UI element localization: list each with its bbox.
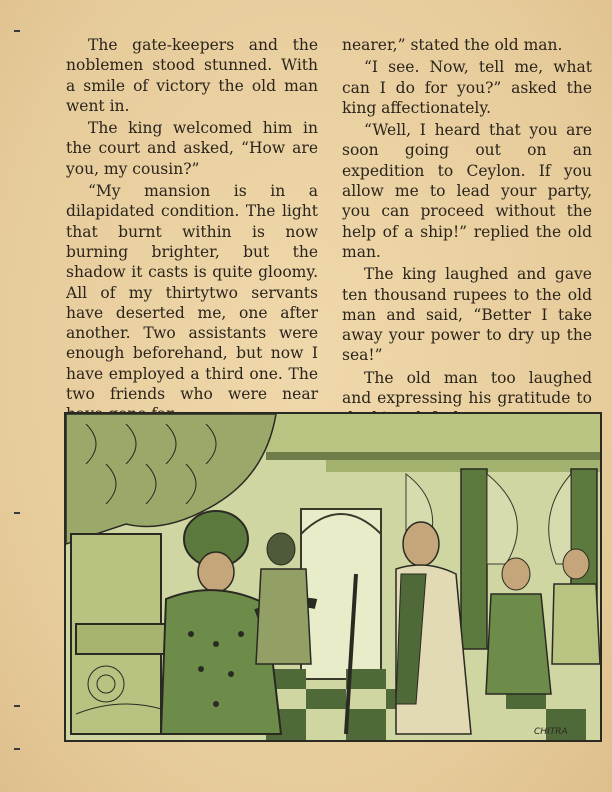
paragraph: The king laughed and gave ten thousand rupees to the old man and said, “Better I take away your power to dry up the sea!” [342,265,592,365]
paragraph: “Well, I heard that you are soon going out on an expedition to Ceylon. If you allow me to lead your party, you can proceed without the help of a ship!” replied the old man. [342,121,592,261]
court-illustration [64,412,602,742]
paragraph: The gate-keepers and the noblemen stood stunned. With a smile of victory the old man went in. [66,36,318,115]
paragraph: nearer,” stated the old man. [342,36,563,54]
margin-mark [14,512,20,514]
margin-mark [14,705,20,707]
left-text-column [66,35,318,449]
paragraph: “My mansion is in a dilapidated condition. The light that burnt within is now burning brighter, but the shadow it casts is quite gloomy. All of my thirtytwo servants have deserted me, one after another. Two assistants were enough beforehand, but now I have employed a third one. The two friends who were near [66,182,318,404]
margin-mark [14,30,20,32]
margin-mark [14,748,20,750]
paragraph: The old man too laughed and expressing his gratitude to [342,368,592,408]
right-text-column [342,35,592,473]
artist-signature: CHITRA [534,727,568,737]
paragraph: The king welcomed him in the court and asked, “How are you, my cousin?” [66,119,318,178]
paragraph: “I see. Now, tell me, what can I do for you?” asked the king affectionately. [342,58,592,117]
